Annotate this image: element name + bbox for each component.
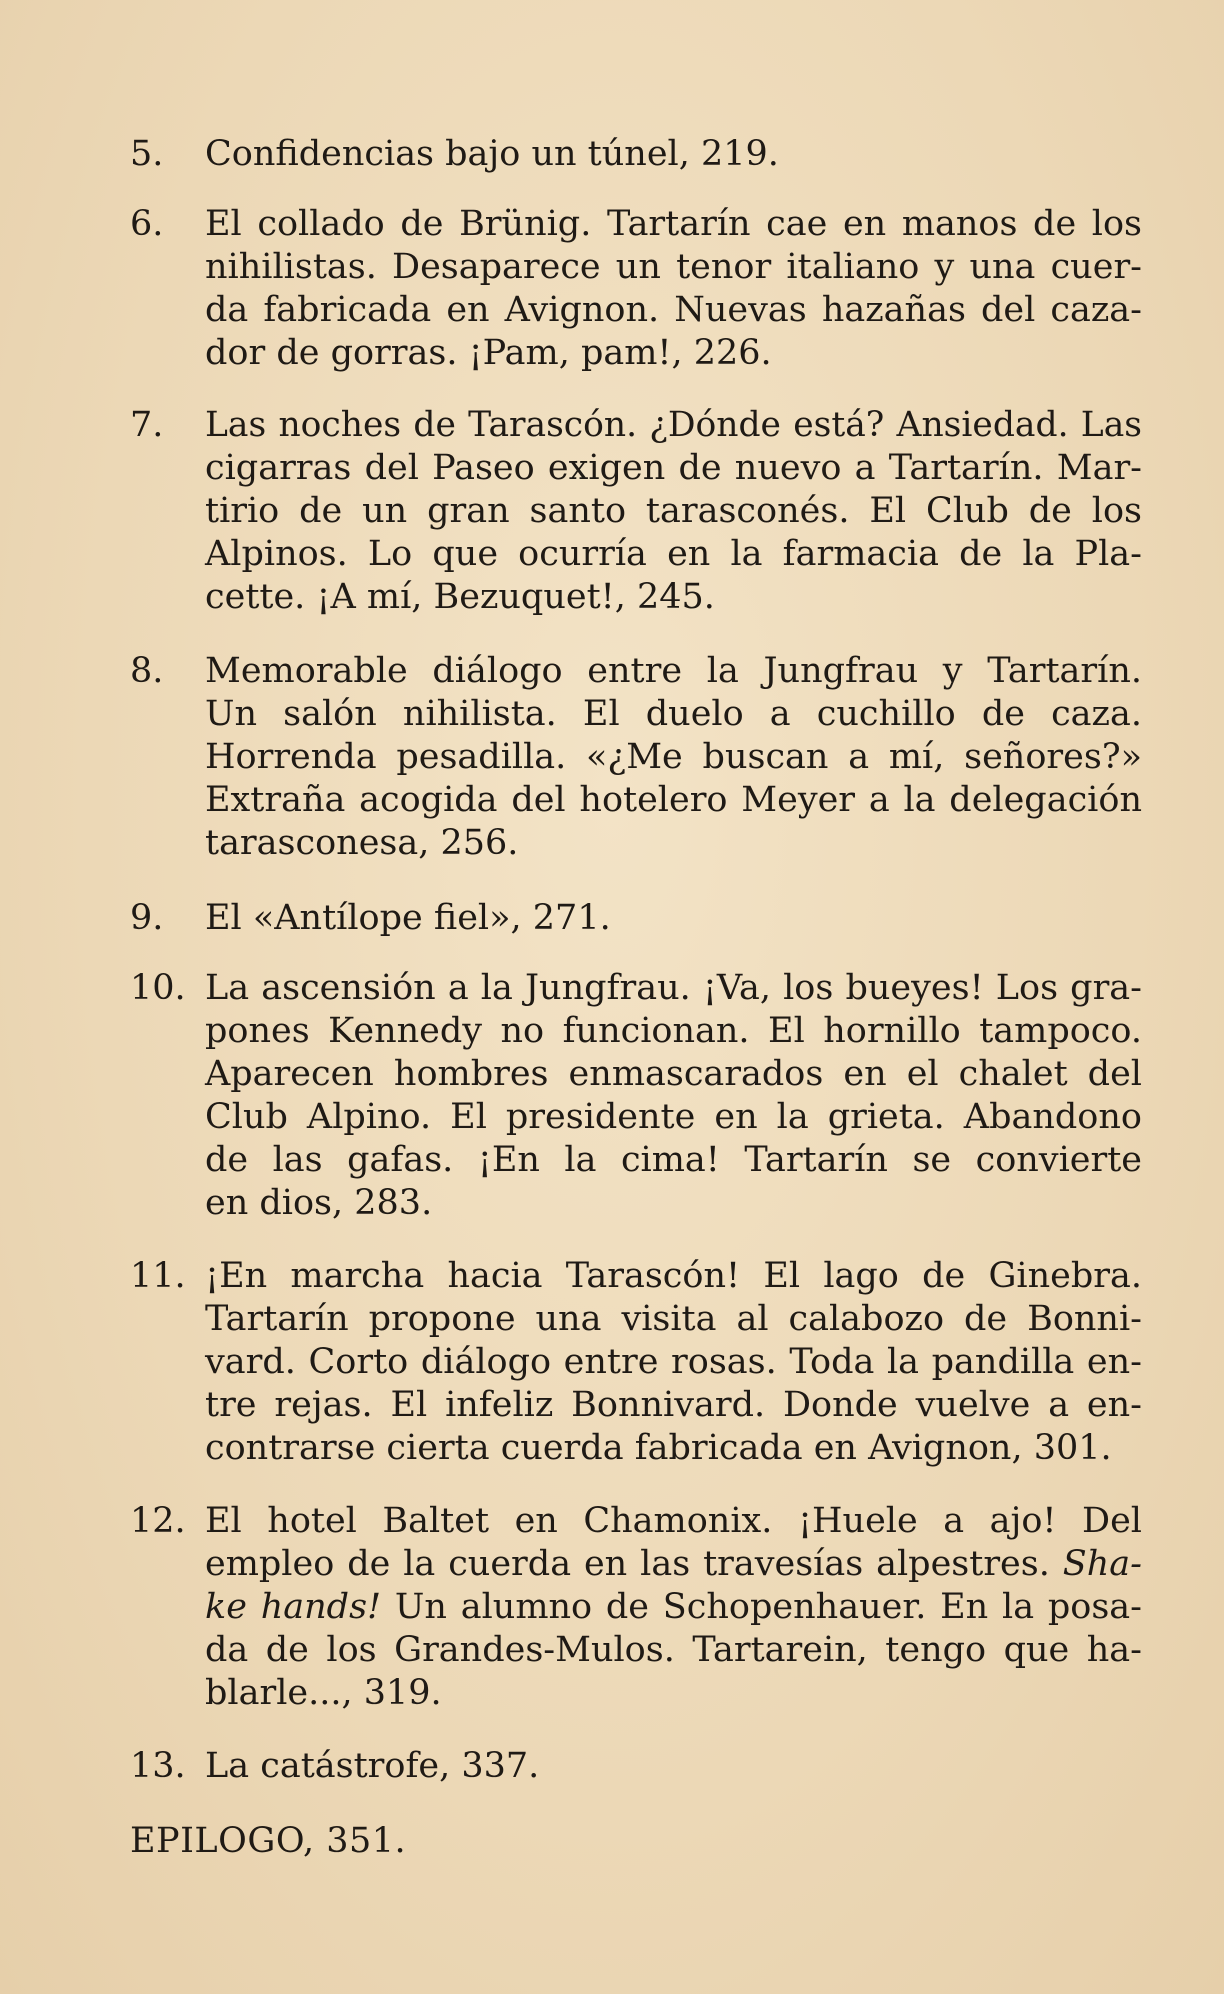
entry-line: tre rejas. El infeliz Bonnivard. Donde vuelve a en- [205,1385,1142,1425]
entry-line: da de los Grandes-Mulos. Tartarein, tengo que ha- [205,1630,1142,1670]
entry-line: da fabricada en Avignon. Nuevas hazañas del caza- [205,290,1142,330]
entry-line: empleo de la cuerda en las travesías alpestres. Sha- [205,1544,1142,1584]
entry-line: cigarras del Paseo exigen de nuevo a Tartarín. Mar- [205,448,1142,488]
entry-line: La ascensión a la Jungfrau. ¡Va, los bueyes! Los gra- [205,968,1142,1008]
entry-line: Un salón nihilista. El duelo a cuchillo de caza. [205,694,1142,734]
entry-line: Alpinos. Lo que ocurría en la farmacia de la Pla- [205,534,1142,574]
entry-line: vard. Corto diálogo entre rosas. Toda la pandilla en- [205,1342,1142,1382]
entry-line: Confidencias bajo un túnel, 219. [205,134,779,174]
entry-line: dor de gorras. ¡Pam, pam!, 226. [205,333,772,373]
entry-line: Extraña acogida del hotelero Meyer a la delegación [205,780,1142,820]
entry-line: Tartarín propone una visita al calabozo de Bonni- [205,1299,1142,1339]
entry-line: La catástrofe, 337. [205,1746,540,1786]
entry-text [205,967,1142,1225]
entry-line: de las gafas. ¡En la cima! Tartarín se convierte [205,1140,1142,1180]
entry-number: 11. [130,1256,186,1296]
entry-text [205,404,1142,619]
entry-line: tarasconesa, 256. [205,823,519,863]
entry-line: nihilistas. Desaparece un tenor italiano y una cuer- [205,247,1142,287]
entry-line: cette. ¡A mí, Bezuquet!, 245. [205,577,715,617]
entry-number: 6. [130,204,164,244]
entry-line: El collado de Brünig. Tartarín cae en manos de los [205,204,1142,244]
entry-line: Las noches de Tarascón. ¿Dónde está? Ansiedad. Las [205,405,1142,445]
entry-line: Aparecen hombres enmascarados en el chalet del [205,1054,1142,1094]
entry-number: 8. [130,651,164,691]
entry-line: tirio de un gran santo tarasconés. El Club de los [205,491,1142,531]
entry-text [205,203,1142,375]
entry-text [205,897,1142,940]
entry-number: 12. [130,1501,186,1541]
entry-line: ¡En marcha hacia Tarascón! El lago de Ginebra. [205,1256,1142,1296]
entry-line: blarle..., 319. [205,1673,442,1713]
entry-line: contrarse cierta cuerda fabricada en Avignon, 301. [205,1428,1112,1468]
italic-phrase: ke hands! [205,1587,382,1627]
entry-line: El hotel Baltet en Chamonix. ¡Huele a ajo! Del [205,1501,1142,1541]
entry-line: Horrenda pesadilla. «¿Me buscan a mí, señores?» [205,737,1142,777]
entry-line: ke hands! Un alumno de Schopenhauer. En la posa- [205,1587,1142,1627]
entry-line: Club Alpino. El presidente en la grieta. Abandono [205,1097,1142,1137]
entry-number: 13. [130,1746,186,1786]
entry-number: 10. [130,968,186,1008]
entry-text [205,133,1142,176]
entry-number: 7. [130,405,164,445]
entry-text [205,1255,1142,1470]
entry-text [205,650,1142,865]
entry-text [205,1745,1142,1788]
entry-number: 9. [130,898,164,938]
entry-number: 5. [130,134,164,174]
entry-line: Memorable diálogo entre la Jungfrau y Tartarín. [205,651,1142,691]
italic-phrase: Sha- [1062,1544,1142,1584]
entry-text [205,1500,1142,1715]
entry-line: pones Kennedy no funcionan. El hornillo tampoco. [205,1011,1142,1051]
epilogo-entry: EPILOGO, 351. [130,1821,407,1861]
entry-line: El «Antílope fiel», 271. [205,898,611,938]
entry-line: en dios, 283. [205,1183,433,1223]
